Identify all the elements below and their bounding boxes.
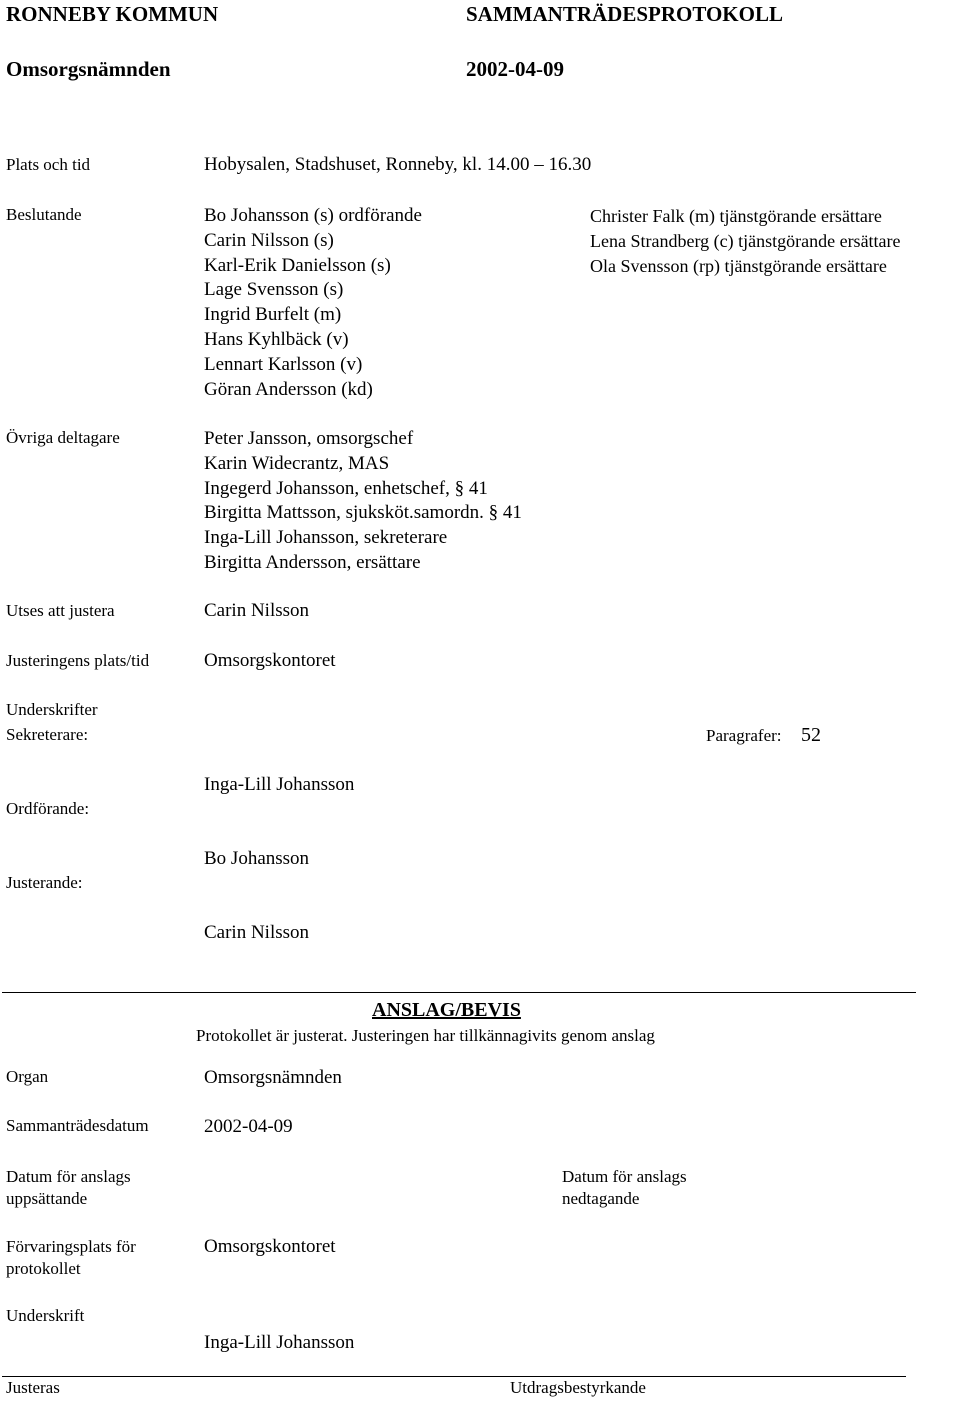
- chair-name: Bo Johansson: [204, 848, 310, 869]
- decision-member: Ingrid Burfelt (m): [204, 304, 342, 326]
- committee-name: Omsorgsnämnden: [6, 57, 171, 81]
- decision-member: Karl-Erik Danielsson (s): [204, 254, 391, 276]
- adjusting-name: Carin Nilsson: [204, 922, 310, 943]
- footer-divider: [2, 1376, 906, 1377]
- decision-member: Lennart Karlsson (v): [204, 353, 363, 375]
- paragraphs-value: 52: [801, 724, 821, 746]
- adjuster-value: Carin Nilsson: [204, 600, 310, 621]
- others-list: [204, 427, 522, 576]
- adjust-place-label: Justeringens plats/tid: [6, 651, 150, 670]
- secretary-label: Sekreterare:: [6, 725, 89, 744]
- chair-label: Ordförande:: [6, 799, 90, 818]
- anslag-title: ANSLAG/BEVIS: [372, 999, 521, 1021]
- decision-member: Carin Nilsson (s): [204, 229, 334, 251]
- secretary-name: Inga-Lill Johansson: [204, 774, 355, 795]
- meeting-date: 2002-04-09: [466, 57, 564, 81]
- meeting-date-value: 2002-04-09: [204, 1116, 293, 1137]
- storage-label: Förvaringsplats för protokollet: [6, 1237, 136, 1278]
- organ-value: Omsorgsnämnden: [204, 1067, 342, 1088]
- adjust-place-value: Omsorgskontoret: [204, 650, 336, 671]
- substitute-member: Ola Svensson (rp) tjänstgörande ersättare: [590, 255, 887, 276]
- substitute-member: Christer Falk (m) tjänstgörande ersättare: [590, 206, 882, 226]
- anslag-subtitle: Protokollet är justerat. Justeringen har tillkännagivits genom anslag: [196, 1026, 655, 1045]
- others-label: Övriga deltagare: [6, 428, 120, 447]
- decision-member: Göran Andersson (kd): [204, 378, 373, 400]
- other-participant: Karin Widecrantz, MAS: [204, 452, 390, 474]
- substitutes-list: [590, 204, 901, 278]
- decision-member: Lage Svensson (s): [204, 279, 344, 301]
- adjuster-label: Utses att justera: [6, 601, 115, 620]
- organ-label: Organ: [6, 1067, 49, 1086]
- other-participant: Peter Jansson, omsorgschef: [204, 428, 414, 449]
- footer-utdragsbestyrkande: Utdragsbestyrkande: [510, 1378, 646, 1397]
- decision-label: Beslutande: [6, 205, 82, 224]
- signatures-heading: Underskrifter: [6, 700, 98, 719]
- meeting-date-label: Sammanträdesdatum: [6, 1116, 149, 1135]
- place-value: Hobysalen, Stadshuset, Ronneby, kl. 14.00 – 16.30: [204, 154, 592, 175]
- other-participant: Birgitta Mattsson, sjuksköt.samordn. § 41: [204, 502, 522, 524]
- signature-label: Underskrift: [6, 1306, 85, 1325]
- other-participant: Inga-Lill Johansson, sekreterare: [204, 527, 448, 549]
- posted-date-label: Datum för anslags uppsättande: [6, 1167, 131, 1208]
- decision-member: Bo Johansson (s) ordförande: [204, 205, 422, 226]
- section-divider: [2, 992, 916, 993]
- decision-members-list: [204, 204, 422, 402]
- place-label: Plats och tid: [6, 155, 91, 174]
- paragraphs-label: Paragrafer:: [706, 726, 782, 745]
- other-participant: Birgitta Andersson, ersättare: [204, 551, 421, 573]
- substitute-member: Lena Strandberg (c) tjänstgörande ersättare: [590, 230, 901, 251]
- municipality-name: RONNEBY KOMMUN: [6, 2, 219, 26]
- removed-date-label: Datum för anslags nedtagande: [562, 1167, 687, 1208]
- signature-name: Inga-Lill Johansson: [204, 1332, 355, 1353]
- decision-member: Hans Kyhlbäck (v): [204, 328, 349, 350]
- document-type: SAMMANTRÄDESPROTOKOLL: [466, 2, 783, 26]
- other-participant: Ingegerd Johansson, enhetschef, § 41: [204, 477, 488, 499]
- storage-value: Omsorgskontoret: [204, 1236, 336, 1257]
- adjusting-label: Justerande:: [6, 873, 83, 892]
- footer-justeras: Justeras: [6, 1378, 60, 1397]
